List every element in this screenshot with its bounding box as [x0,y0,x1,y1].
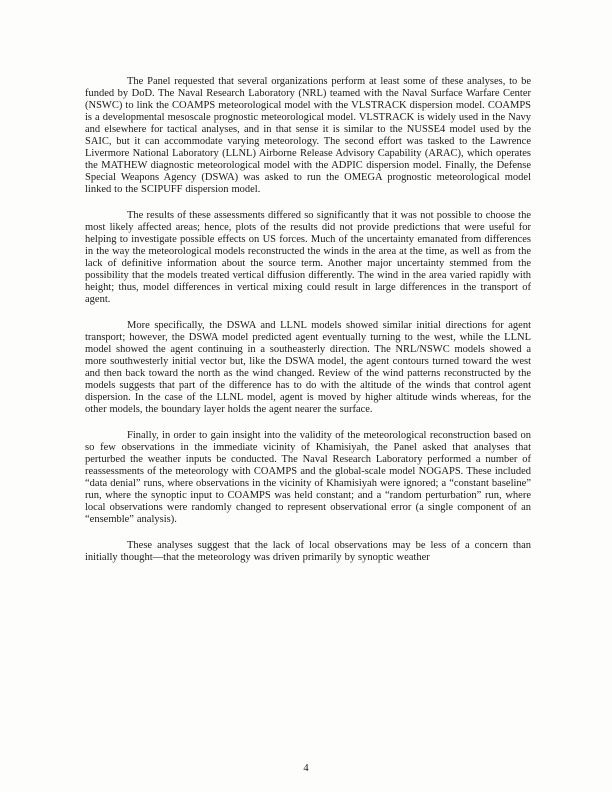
page-footer [0,758,612,776]
paragraph: Finally, in order to gain insight into the validity of the meteorological reconstruction based on so few observations in the immediate vicinity of Khamisiyah, the Panel asked that analyses that perturbed the weather inputs be conducted. The Naval Research Laboratory performed a number of reassessments of the meteorology with COAMPS and the global-scale model NOGAPS. These included “data denial” runs, where observations in the vicinity of Khamisiyah were ignored; a “constant baseline” run, where the synoptic input to COAMPS was held constant; and a “random perturbation” run, where local observations were randomly changed to represent observational error (a single component of an “ensemble” analysis). [85,430,531,525]
paragraph: These analyses suggest that the lack of local observations may be less of a concern than initially thought—that the meteorology was driven primarily by synoptic weather [85,540,531,563]
paragraph: More specifically, the DSWA and LLNL models showed similar initial directions for agent transport; however, the DSWA model predicted agent eventually turning to the west, while the LLNL model showed the agent continuing in a southeasterly direction. The NRL/NSWC models showed a more southwesterly initial vector but, like the DSWA model, the agent contours turned toward the west and then back toward the north as the wind changed. Review of the wind patterns reconstructed by the models suggests that part of the difference has to do with the altitude of the winds that control agent dispersion. In the case of the LLNL model, agent is moved by higher altitude winds whereas, for the other models, the boundary layer holds the agent nearer the surface. [85,320,531,415]
paragraph: The Panel requested that several organizations perform at least some of these analyses, to be funded by DoD. The Naval Research Laboratory (NRL) teamed with the Naval Surface Warfare Center (NSWC) to link the COAMPS meteorological model with the VLSTRACK dispersion model. COAMPS is a developmental mesoscale prognostic meteorological model. VLSTRACK is widely used in the Navy and elsewhere for tactical analyses, and in that sense it is similar to the NUSSE4 model used by the SAIC, but it can accommodate varying meteorology. The second effort was tasked to the Lawrence Livermore National Laboratory (LLNL) Airborne Release Advisory Capability (ARAC), which operates the MATHEW diagnostic meteorological model with the ADPIC dispersion model. Finally, the Defense Special Weapons Agency (DSWA) was asked to run the OMEGA prognostic meteorological model linked to the SCIPUFF dispersion model. [85,76,531,195]
page-body-text [85,76,531,578]
page-number: 4 [303,763,309,774]
paragraph: The results of these assessments differed so significantly that it was not possible to choose the most likely affected areas; hence, plots of the results did not provide predictions that were useful for helping to investigate possible effects on US forces. Much of the uncertainty emanated from differences in the way the meteorological models reconstructed the winds in the area at the time, as well as from the lack of definitive information about the source term. Another major uncertainty stemmed from the possibility that the models treated vertical diffusion differently. The wind in the area varied rapidly with height; thus, model differences in vertical mixing could result in large differences in the transport of agent. [85,210,531,305]
